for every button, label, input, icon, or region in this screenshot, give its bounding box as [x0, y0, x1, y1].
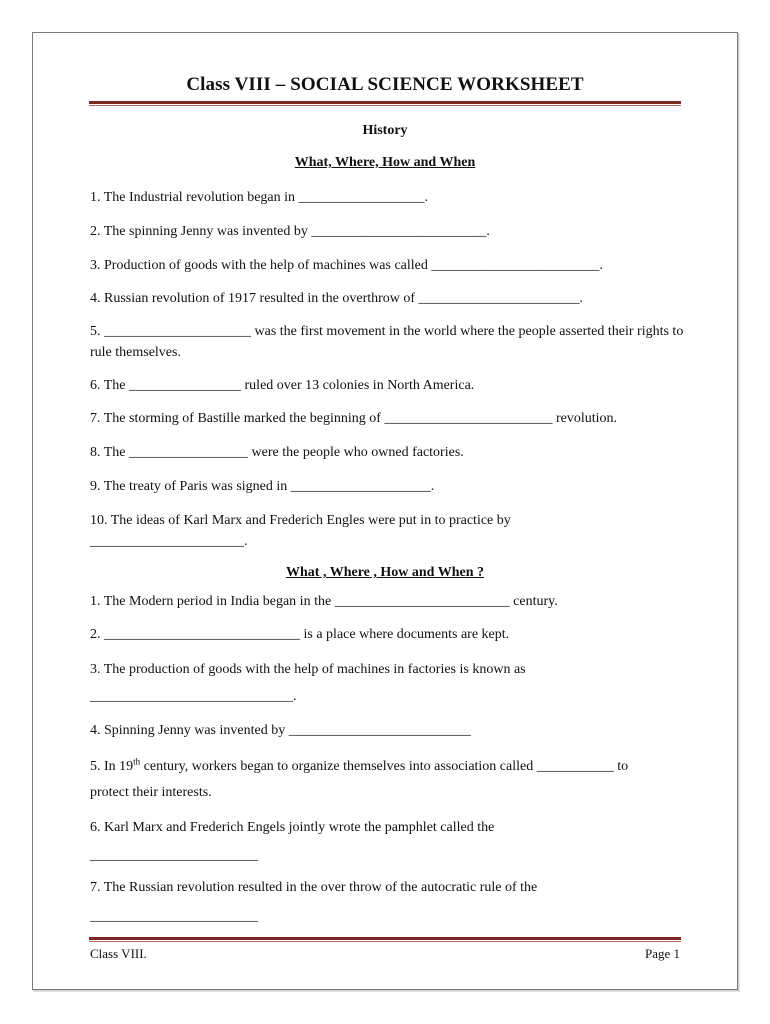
s1-question-2: 2. The spinning Jenny was invented by _________________________.: [90, 224, 490, 239]
title-divider: [89, 101, 681, 106]
s1-question-10: 10. The ideas of Karl Marx and Frederich Engles were put in to practice by ______________________.: [90, 513, 511, 549]
s2-question-5-cont: protect their interests.: [90, 785, 212, 800]
s1-question-1: 1. The Industrial revolution began in __________________.: [90, 190, 429, 205]
footer-divider: [89, 937, 681, 942]
s1-question-5: 5. _____________________ was the first movement in the world where the people asserted their rights to rule themselves.: [90, 324, 684, 360]
s2-question-5: 5. In 19th century, workers began to organize themselves into association called ___________ to: [90, 756, 629, 774]
footer-page-number: Page 1: [644, 946, 680, 961]
section1-heading: What, Where, How and When: [294, 155, 476, 170]
s1-question-3: 3. Production of goods with the help of machines was called ________________________.: [90, 258, 603, 273]
s2-question-3: 3. The production of goods with the help of machines in factories is known as: [90, 662, 526, 677]
s1-question-4: 4. Russian revolution of 1917 resulted in the overthrow of _______________________.: [90, 291, 584, 306]
s2-question-1: 1. The Modern period in India began in the _________________________ century.: [90, 594, 558, 609]
s1-question-9: 9. The treaty of Paris was signed in ____________________.: [90, 479, 435, 494]
s2-question-3-blank: _____________________________.: [90, 689, 297, 704]
section2-heading: What , Where , How and When ?: [286, 565, 484, 580]
s2-question-7: 7. The Russian revolution resulted in the over throw of the autocratic rule of the: [90, 880, 538, 895]
subject-heading: History: [362, 123, 408, 138]
s2-question-4: 4. Spinning Jenny was invented by __________________________: [90, 723, 471, 738]
s1-question-6: 6. The ________________ ruled over 13 colonies in North America.: [90, 378, 475, 393]
s1-question-8: 8. The _________________ were the people who owned factories.: [90, 445, 464, 460]
s1-question-7: 7. The storming of Bastille marked the beginning of ________________________ revolution.: [90, 411, 618, 426]
s2-question-7-blank: ________________________: [90, 909, 258, 924]
footer-class-label: Class VIII.: [90, 946, 147, 961]
s2-question-6-blank: ________________________: [90, 848, 258, 863]
worksheet-title: Class VIII – SOCIAL SCIENCE WORKSHEET: [186, 74, 584, 95]
s2-question-2: 2. ____________________________ is a place where documents are kept.: [90, 627, 510, 642]
s2-question-6: 6. Karl Marx and Frederich Engels jointly wrote the pamphlet called the: [90, 820, 495, 835]
